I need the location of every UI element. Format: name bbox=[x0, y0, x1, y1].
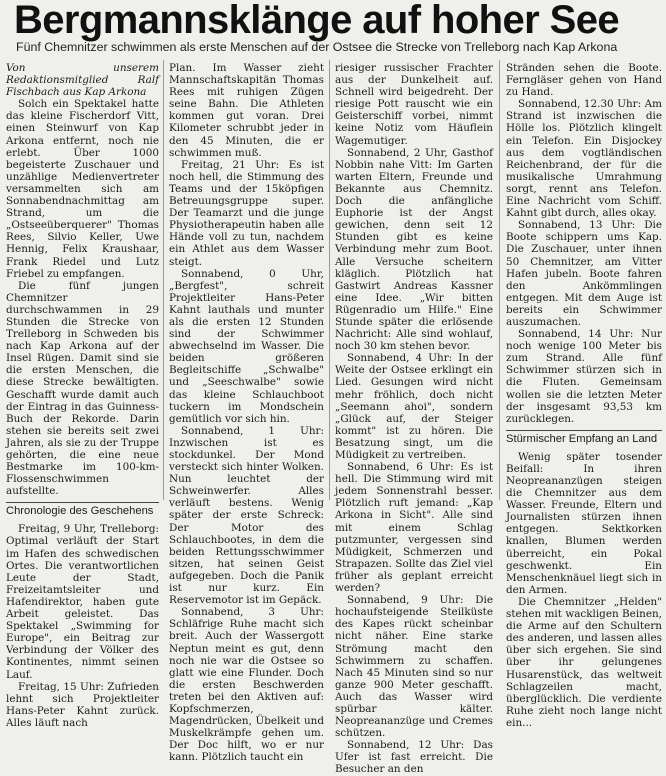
subheadline: Fünf Chemnitzer schwimmen als erste Menschen auf der Ostsee die Strecke von Trelleborg nach Kap Arkona bbox=[16, 40, 618, 54]
paragraph: Sonnabend, 2 Uhr, Gasthof Nobbin nahe Vitt: Im Garten warten Eltern, Freunde und Bekannte aus Chemnitz. Doch die anfängliche Euphorie ist der Angst gewichen, denn seit 12 Stunden gibt es keine Verbindung mehr zum Boot. Alle Versuche scheitern kläglich. Plötzlich hat Gastwirt Andreas Kassner eine Idee. „Wir bitten Rügenradio um Hilfe." Eine Stunde später die erlösende Nachricht: Alle sind wohlauf, noch 30 km stehen bevor. bbox=[335, 146, 493, 353]
paragraph: Sonnabend, 1 Uhr: Inzwischen ist es stockdunkel. Der Mond versteckt sich hinter Wolken. Nun leuchtet der Schweinwerfer. Alles verläuft bestens. Wenig später der erste Schreck: Der Motor des Schlauchbootes, in dem die beiden Rettungsschwimmer sitzen, hat seinen Geist aufgegeben. Doch die Panik ist nur kurz. Ein Reservemotor ist im Gepäck. bbox=[169, 424, 324, 607]
paragraph: Freitag, 15 Uhr: Zufrieden lehnt sich Projektleiter Hans-Peter Kahnt zurück. Alles läuft nach bbox=[6, 680, 159, 729]
paragraph: Sonnabend, 0 Uhr, „Bergfest", schreit Projektleiter Hans-Peter Kahnt lauthals und munter als die ersten 12 Stunden sind der Schwimmer abwechselnd im Wasser. Die beiden größeren Begleitschiffe „Schwalbe" und „Seeschwalbe" sowie das kleine Schlauchboot tuckern im Mondschein gemütlich vor sich hin. bbox=[169, 267, 324, 425]
article-column-4 bbox=[506, 62, 662, 729]
paragraph: Sonnabend, 12 Uhr: Das Ufer ist fast erreicht. Die Besucher an den bbox=[335, 739, 493, 776]
paragraph: Freitag, 21 Uhr: Es ist noch hell, die Stimmung des Teams und der 15köpfigen Betreuungsgruppe super. Der Teamarzt und die junge Physiotherapeutin haben alle Hände voll zu tun, nachdem ein Athlet aus dem Wasser steigt. bbox=[169, 158, 324, 268]
paragraph: Freitag, 9 Uhr, Trelleborg: Optimal verläuft der Start im Hafen des schwedischen Ortes. Die verantwortlichen Leute der Stadt, Freizeitamtsleiter und Hafendirektor, haben gute Arbeit geleistet. Das Spektakel „Swimming for Europe", ein Beitrag zur Verbindung der Völker des Kontinentes, nimmt seinen Lauf. bbox=[6, 523, 159, 681]
headline: Bergmannsklänge auf hoher See bbox=[14, 0, 620, 42]
paragraph: Stränden sehen die Boote. Ferngläser gehen von Hand zu Hand. bbox=[506, 62, 662, 99]
paragraph: Sonnabend, 4 Uhr: In der Weite der Ostsee erklingt ein Lied. Gesungen wird nicht mehr fröhlich, doch nicht „Seemann ahoi", sondern „Glück auf, der Steiger kommt" ist zu hören. Die Besatzung singt, um die Müdigkeit zu vertreiben. bbox=[335, 352, 493, 461]
column-rule bbox=[329, 60, 330, 500]
paragraph: Sonnabend, 13 Uhr: Die Boote schippern ums Kap. Die Zuschauer, unter ihnen 50 Chemnitzer, am Vitter Hafen jubeln. Boote fahren den Ankömmlingen entgegen. Mit dem Auge ist bereits ein Schwimmer auszumachen. bbox=[506, 219, 662, 328]
paragraph: Sonnabend, 9 Uhr: Die hochaufsteigende Steilküste des Kapes rückt scheinbar nicht näher. Eine starke Strömung macht den Schwimmern zu schaffen. Nach 45 Minuten sind so nur ganze 900 Meter geschafft. Auch das Wasser wird spürbar kälter. Neopreananzüge und Cremes schützen. bbox=[335, 594, 493, 740]
section-heading: Stürmischer Empfang an Land bbox=[506, 430, 662, 446]
paragraph: Solch ein Spektakel hatte das kleine Fischerdorf Vitt, einen Steinwurf von Kap Arkona entfernt, noch nie erlebt. Über 1000 begeisterte Zuschauer und unzählige Medienvertreter versammelten sich am Sonnabendnachmittag am Strand, um die „Ostseeüberquerer" Thomas Rees, Silvio Keller, Uwe Hennig, Felix Kraushaar, Frank Riedel und Lutz Friebel zu empfangen. bbox=[6, 98, 159, 280]
paragraph: Sonnabend, 14 Uhr: Nur noch wenige 100 Meter bis zum Strand. Alle fünf Schwimmer stürzen sich in die Fluten. Gemeinsam wollen sie die letzten Meter der insgesamt 93,53 km zurücklegen. bbox=[506, 328, 662, 425]
article-column-1 bbox=[6, 62, 159, 729]
byline: Von unserem Redaktionsmitglied Ralf Fischbach aus Kap Arkona bbox=[6, 62, 159, 99]
column-rule bbox=[163, 60, 164, 500]
paragraph: Wenig später tosender Beifall: In ihren Neopreananzügen steigen die Chemnitzer aus dem Wasser. Freunde, Eltern und Journalisten stürzen ihnen entgegen. Sektkorken knallen, Blumen werden überreicht, ein Pokal geschwenkt. Ein Menschenknäuel liegt sich in den Armen. bbox=[506, 450, 662, 596]
article-column-2 bbox=[169, 62, 324, 764]
paragraph: Die Chemnitzer „Helden" stehen mit wackligen Beinen, die Arme auf den Schultern des anderen, und lassen alles über sich ergehen. Sie sind über ihr gelungenes Husarenstück, das weltweit Schlagzeilen macht, überglücklich. Die verdiente Ruhe zieht noch lange nicht ein... bbox=[506, 595, 662, 729]
article-column-3 bbox=[335, 62, 493, 776]
section-heading: Chronologie des Geschehens bbox=[6, 502, 159, 518]
paragraph: Plan. Im Wasser zieht Mannschaftskapitän Thomas Rees mit ruhigen Zügen seine Bahn. Die Athleten kommen gut voran. Drei Kilometer schrubbt jeder in den 45 Minuten, die er schwimmen muß. bbox=[169, 62, 324, 159]
paragraph: Sonnabend, 6 Uhr: Es ist hell. Die Stimmung wird mit jedem Sonnenstrahl besser. Plötzlich ruft jemand: „Kap Arkona in Sicht". Alle sind mit einem Schlag putzmunter, vergessen sind Müdigkeit, Schmerzen und Strapazen. Sollte das Ziel viel früher als geplant erreicht werden? bbox=[335, 461, 493, 595]
column-rule bbox=[499, 60, 500, 500]
paragraph: Die fünf jungen Chemnitzer durchschwammen in 29 Stunden die Strecke von Trelleborg in Schweden bis nach Kap Arkona auf der Insel Rügen. Damit sind sie die ersten Menschen, die diese Strecke bewältigten. Geschafft wurde damit auch der Eintrag in das Guinness-Buch der Rekorde. Darin stehen sie bereits seit zwei Jahren, als sie zu der Truppe gehörten, die eine neue Bestmarke im 100-km-Flossenschwimmen aufstellte. bbox=[6, 279, 159, 498]
paragraph: riesiger russischer Frachter aus der Dunkelheit auf. Schnell wird beigedreht. Der riesige Pott rauscht wie ein Geisterschiff vorbei, nimmt keine Notiz vom Häuflein Wagemutiger. bbox=[335, 62, 493, 147]
paragraph: Sonnabend, 3 Uhr: Schläfrige Ruhe macht sich breit. Auch der Wassergott Neptun meint es gut, denn noch nie war die Ostsee so glatt wie eine Flunder. Doch die ersten Beschwerden treten bei den Aktiven auf: Kopfschmerzen, Magendrücken, Übelkeit und Muskelkrämpfe gehen um. Der Doc hilft, wo er nur kann. Plötzlich taucht ein bbox=[169, 606, 324, 764]
paragraph: Sonnabend, 12.30 Uhr: Am Strand ist inzwischen die Hölle los. Plötzlich klingelt ein Telefon. Ein Disjockey aus dem vogtländischen Reichenbrand, der für die musikalische Umrahmung sorgt, rennt ans Telefon. Eine Nachricht vom Schiff. Kahnt gibt durch, alles okay. bbox=[506, 98, 662, 220]
